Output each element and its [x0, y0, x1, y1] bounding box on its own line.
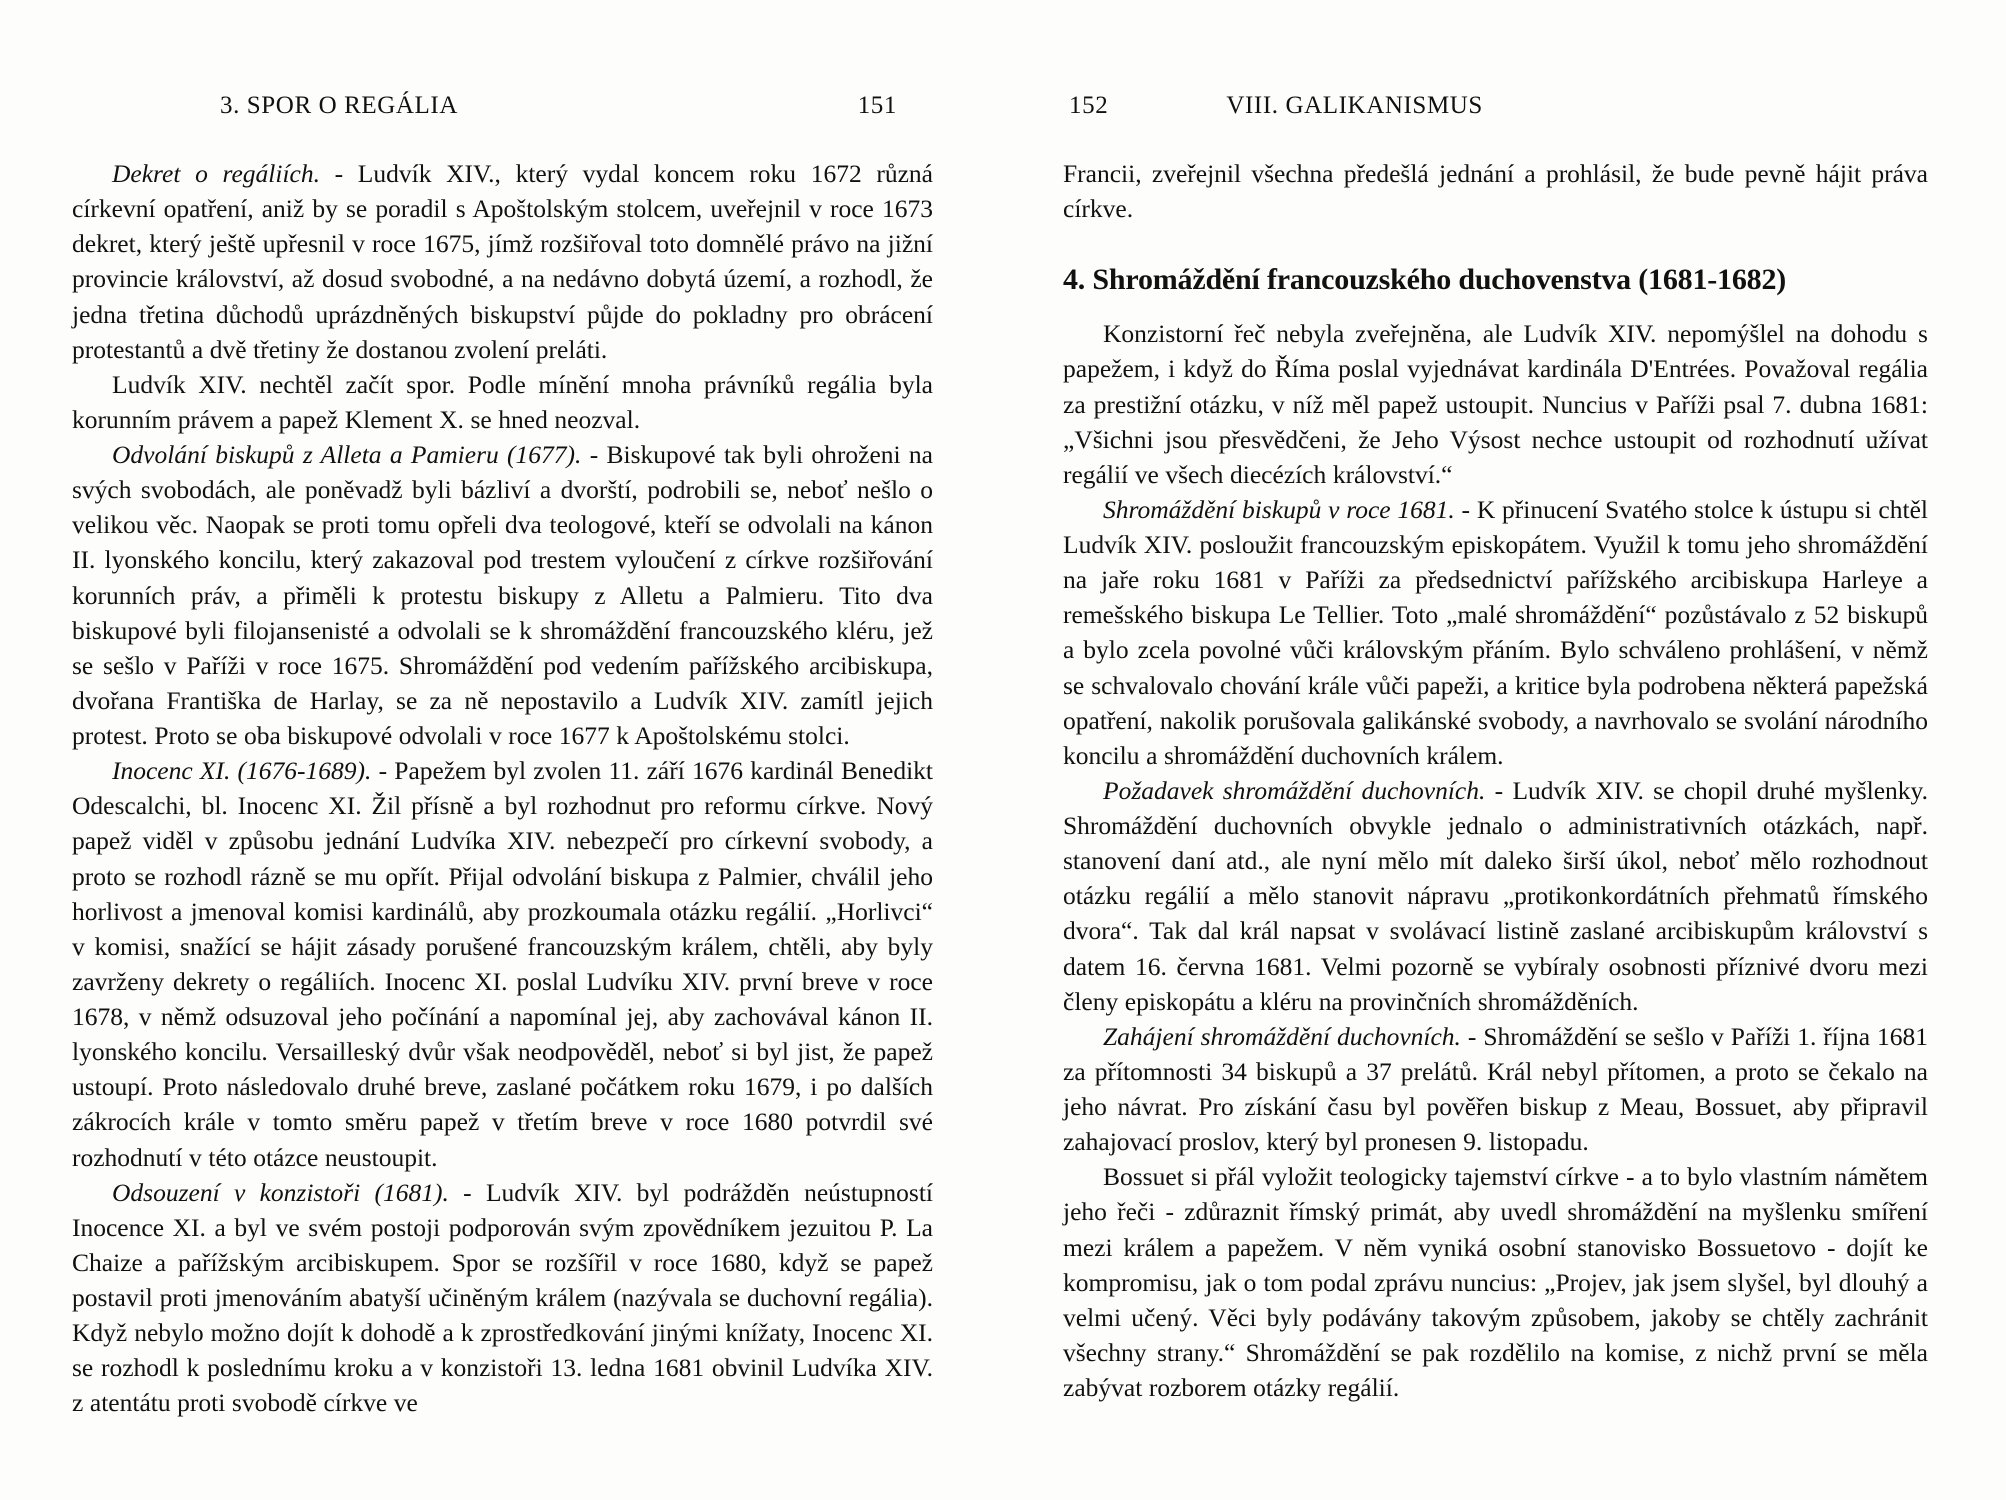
paragraph-text: Ludvík XIV. nechtěl začít spor. Podle mínění mnoha právníků regália byla korunním právem a papež Klement X. se hned neozval.	[72, 369, 933, 434]
paragraph-text: - Papežem byl zvolen 11. září 1676 kardinál Benedikt Odescalchi, bl. Inocenc XI. Žil přísně a byl rozhodnut pro reformu církve. Nový papež viděl v způsobu jednání Ludvíka XIV. nebezpečí pro církevní svobody, a proto se rozhodl rázně se mu opřít. Přijal odvolání biskupa z Palmier, chválil jeho horlivost a jmenoval komisi kardinálů, aby prozkoumala otázku regálií. „Horlivci“ v komisi, snažící se hájit zásady porušené francouzským králem, chtěli, aby byly zavrženy dekrety o regáliích. Inocenc XI. poslal Ludvíku XIV. první breve v roce 1678, v němž odsuzoval jeho počínání a napomínal jej, aby zachovával kánon II. lyonského koncilu. Versailleský dvůr však neodpověděl, neboť si byl jist, že papež ustoupí. Proto následovalo druhé breve, zaslané počátkem roku 1679, i po dalších zákrocích krále v tomto směru papež v třetím breve v roce 1680 potvrdil své rozhodnutí v této otázce neustoupit.	[72, 756, 934, 1172]
paragraph	[72, 1175, 933, 1421]
paragraph-text: - Shromáždění se sešlo v Paříži 1. října 1681 za přítomnosti 34 biskupů a 37 prelátů. Král nebyl přítomen, a proto se čekalo na jeho návrat. Pro získání času byl pověřen biskup z Meau, Bossuet, aby připravil zahajovací proslov, který byl pronesen 9. listopadu.	[1063, 1021, 1928, 1157]
section-heading: 4. Shromáždění francouzského duchovenstva (1681-1682)	[1063, 263, 1787, 297]
right-page	[1003, 0, 2006, 1500]
paragraph	[1063, 773, 1928, 1019]
paragraph	[1063, 1019, 1928, 1160]
paragraph-lead: Odvolání biskupů z Alleta a Pamieru (1677).	[112, 440, 582, 469]
paragraph-lead: Shromáždění biskupů v roce 1681.	[1103, 494, 1455, 524]
paragraph	[72, 156, 933, 367]
paragraph-text: Konzistorní řeč nebyla zveřejněna, ale Ludvík XIV. nepomýšlel na dohodu s papežem, i když do Říma poslal vyjednávat kardinála D'Entrées. Považoval regália za prestižní otázku, v níž měl papež ustoupit. Nuncius v Paříži psal 7. dubna 1681: „Všichni jsou přesvědčeni, že Jeho Výsost nechce ustoupit od rozhodnutí užívat regálií ve všech diecézích království.“	[1063, 319, 1928, 489]
paragraph-text: Bossuet si přál vyložit teologicky tajemství církve - a to bylo vlastním námětem jeho řeči - zdůraznit římský primát, aby uvedl shromáždění na myšlenku smíření mezi králem a papežem. V něm vyniká osobní stanovisko Bossuetovo - dojít ke kompromisu, jak o tom podal zprávu nuncius: „Projev, jak jsem slyšel, byl dlouhý a velmi učený. Věci byly podávány takovým způsobem, jakoby se chtěly zachránit všechny strany.“ Shromáždění se pak rozdělilo na komise, z nichž první se měla zabývat rozborem otázky regálií.	[1063, 1162, 1928, 1402]
paragraph	[72, 367, 933, 437]
paragraph	[72, 437, 933, 753]
paragraph-text: - K přinucení Svatého stolce k ústupu si chtěl Ludvík XIV. posloužit francouzským episkopátem. Využil k tomu jeho shromáždění na jaře roku 1681 v Paříži za předsednictví pařížského arcibiskupa Harleye a remešského biskupa Le Tellier. Toto „malé shromáždění“ pozůstávalo z 52 biskupů a bylo zcela povolné vůči královským přáním. Bylo schváleno prohlášení, v němž se schvalovalo chování krále vůči papeži, a kritice byla podrobena některá papežská opatření, nakolik porušovala galikánské svobody, a navrhovalo se svolání národního koncilu a shromáždění duchovních králem.	[1063, 494, 1928, 770]
paragraph-text: - Ludvík XIV. byl podrážděn neústupností Inocence XI. a byl ve svém postoji podporován svým zpovědníkem jezuitou P. La Chaize a pařížským arcibiskupem. Spor se rozšířil v roce 1680, když se papež postavil proti jmenováním abatyší učiněným králem (nazývala se duchovní regália). Když nebylo možno dojít k dohodě a k zprostředkování jinými knížaty, Inocenc XI. se rozhodl k poslednímu kroku a v konzistoři 13. ledna 1681 obvinil Ludvíka XIV. z atentátu proti svobodě církve ve	[72, 1177, 933, 1418]
paragraph	[1063, 316, 1928, 492]
paragraph-lead: Dekret o regáliích.	[112, 159, 320, 188]
left-running-head-title: 3. SPOR O REGÁLIA	[220, 92, 458, 119]
paragraph	[72, 753, 933, 1175]
paragraph	[1063, 492, 1928, 773]
paragraph-lead: Požadavek shromáždění duchovních.	[1103, 775, 1486, 805]
paragraph-lead: Zahájení shromáždění duchovních.	[1103, 1021, 1461, 1051]
right-page-number: 152	[1069, 92, 1109, 119]
paragraph-lead: Inocenc XI. (1676-1689).	[112, 756, 372, 786]
left-running-head	[72, 92, 933, 122]
paragraph	[1063, 156, 1928, 226]
left-page-number: 151	[857, 92, 897, 119]
paragraph-text: - Ludvík XIV. se chopil druhé myšlenky. Shromáždění duchovních obvykle jednalo o administrativních otázkách, např. stanovení daní atd., ale nyní mělo mít daleko širší úkol, neboť mělo rozhodnout otázku regálií a mělo stanovit nápravu „protikonkordátních přehmatů římského dvora“. Tak dal král napsat v svolávací listině zaslané arcibiskupům království s datem 16. června 1681. Velmi pozorně se vybíraly osobnosti příznivé dvoru mezi členy episkopátu a kléru na provinčních shromážděních.	[1063, 775, 1928, 1016]
paragraph-lead: Odsouzení v konzistoři (1681).	[112, 1177, 449, 1207]
paragraph-text: - Ludvík XIV., který vydal koncem roku 1672 různá církevní opatření, aniž by se poradil s Apoštolským stolcem, uveřejnil v roce 1673 dekret, který ještě upřesnil v roce 1675, jímž rozšiřoval toto domnělé právo na jižní provincie království, až dosud svobodné, a na nedávno dobytá území, a rozhodl, že jedna třetina důchodů uprázdněných biskupství půjde do pokladny pro obrácení protestantů a dvě třetiny že dostanou zvolení preláti.	[72, 159, 933, 364]
paragraph	[1063, 1159, 1928, 1405]
paragraph-text: Francii, zveřejnil všechna předešlá jednání a prohlásil, že bude pevně hájit práva církve.	[1063, 159, 1928, 224]
right-running-head-title: VIII. GALIKANISMUS	[1226, 92, 1483, 119]
paragraph-text: - Biskupové tak byli ohroženi na svých svobodách, ale poněvadž byli bázliví a dvorští, podrobili se, neboť nešlo o velikou věc. Naopak se proti tomu opřeli dva teologové, kteří se odvolali na kánon II. lyonského koncilu, který zakazoval pod trestem vyloučení z církve rozšiřování korunních práv, a přiměli k protestu biskupy z Alletu a Palmieru. Tito dva biskupové byli filojansenisté a odvolali se k shromáždění francouzského kléru, jež se sešlo v Paříži v roce 1675. Shromáždění pod vedením pařížského arcibiskupa, dvořana Františka de Harlay, se za ně nepostavilo a Ludvík XIV. zamítl jejich protest. Proto se oba biskupové odvolali v roce 1677 k Apoštolskému stolci.	[72, 440, 933, 750]
right-running-head	[1063, 92, 1928, 122]
